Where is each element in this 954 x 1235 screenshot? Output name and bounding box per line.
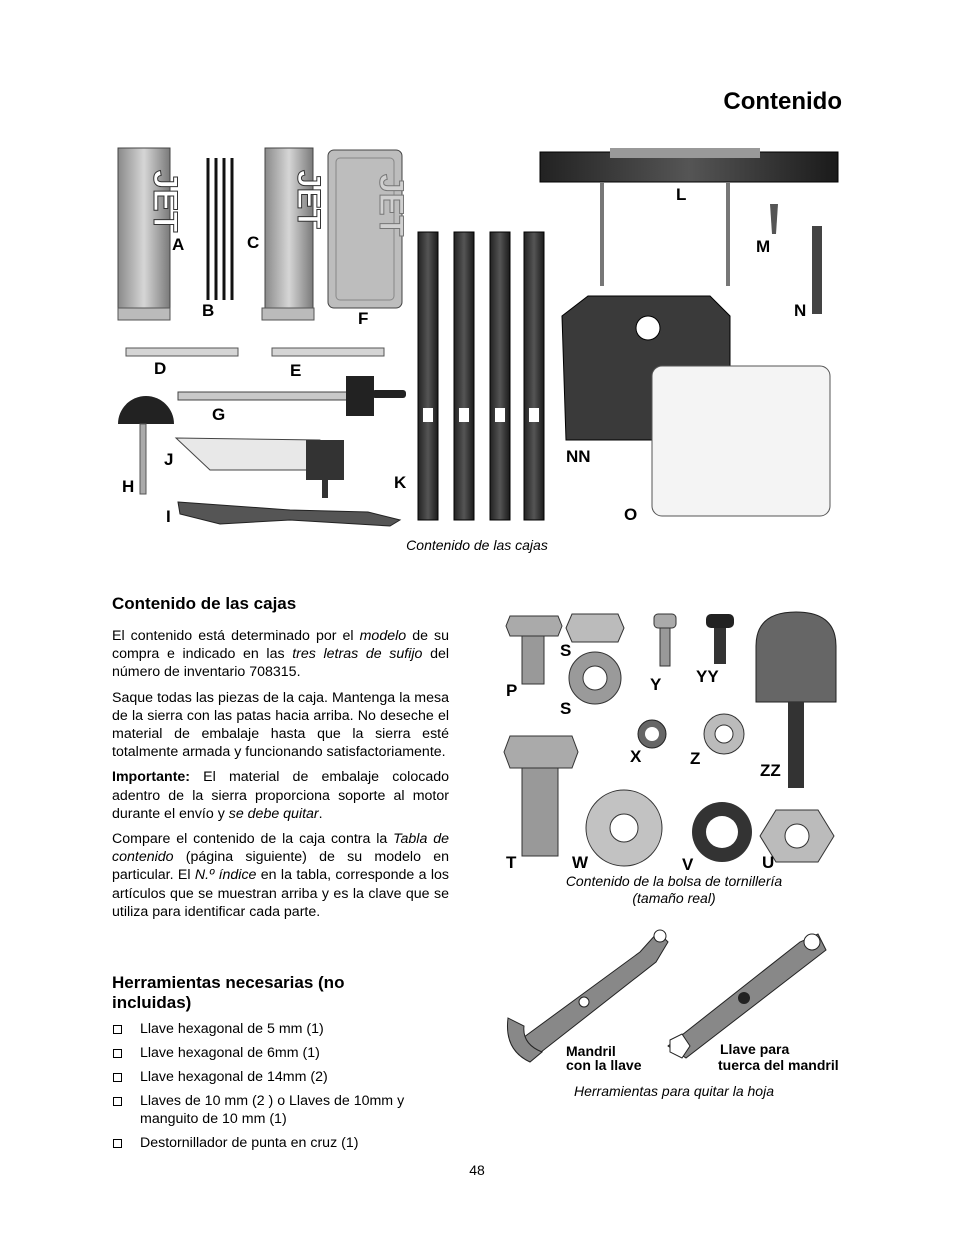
label-c: C [247,233,260,252]
part-c-panel [262,148,327,320]
label-u: U [762,853,775,872]
label-n: N [794,301,807,320]
wrench-label-left-2: con la llave [566,1057,642,1073]
hardware-figure-caption: Contenido de la bolsa de tornillería (tamaño real) [565,873,783,906]
jet-logo-f: JET [372,174,410,237]
page-title: Contenido [723,88,842,115]
contents-heading: Contenido de las cajas [112,594,297,613]
checkbox-bullet-icon [113,1097,122,1106]
label-g: G [212,405,226,424]
label-z: Z [690,749,701,768]
tools-list-item: Llave hexagonal de 5 mm (1) [112,1020,442,1038]
part-b-rods [208,158,232,300]
label-zz: ZZ [760,761,781,780]
part-i-riving-knife [178,502,400,526]
wrench-label-right-2: tuerca del mandril [718,1057,839,1073]
part-l-bracket [540,148,838,286]
label-p: P [506,681,518,700]
arbor-nut-wrench-icon [668,934,826,1058]
part-m-knob [770,204,778,234]
tools-list-item: Destornillador de punta en cruz (1) [112,1134,442,1152]
tools-list-item: Llave hexagonal de 14mm (2) [112,1068,442,1086]
label-l: L [676,185,687,204]
label-o: O [624,505,638,524]
contents-paragraph-1: El contenido está determinado por el modelo de su compra e indicado en las tres letras de sufijo del número de inventario 708315. [112,628,450,681]
label-a: A [172,235,185,254]
contents-paragraph-2: Saque todas las piezas de la caja. Mantenga la mesa de la sierra con las patas hacia arriba. No deseche el material de embalaje hasta que la sierra esté totalmente armada y funcionando satisfactoriamente. [112,689,449,761]
tools-list-item: Llave hexagonal de 6mm (1) [112,1044,442,1062]
label-m: M [756,237,771,256]
jet-logo-a: JET [146,170,184,233]
wrenches-photo [500,922,845,1078]
part-f-panel [328,150,410,308]
box-contents-photo [110,140,845,532]
hardware-bag-photo [500,606,845,874]
jet-logo-c: JET [291,170,327,229]
label-y: Y [650,675,662,694]
checkbox-bullet-icon [113,1025,122,1034]
label-j: J [164,450,174,469]
wrench-label-right-1: Llave para [720,1041,790,1057]
part-j-blade-guard [176,438,344,498]
label-x: X [630,747,642,766]
part-d-rail [126,348,238,356]
label-v: V [682,855,694,874]
part-o-tray [652,366,830,516]
label-s-1: S [560,641,572,660]
checkbox-bullet-icon [113,1139,122,1148]
label-h: H [122,477,135,496]
label-d: D [154,359,167,378]
label-yy: YY [696,667,719,686]
label-nn: NN [566,447,591,466]
wrench-label-left-1: Mandril [566,1043,616,1059]
page-number: 48 [469,1162,485,1178]
checkbox-bullet-icon [113,1073,122,1082]
label-b: B [202,301,215,320]
checkbox-bullet-icon [113,1049,122,1058]
tools-heading: Herramientas necesarias (no incluidas) [112,973,345,1012]
label-f: F [358,309,369,328]
main-figure-caption: Contenido de las cajas [406,537,548,553]
label-e: E [290,361,302,380]
label-s-2: S [560,699,572,718]
part-n-handle [812,226,822,314]
tools-list-item: Llaves de 10 mm (2 ) o Llaves de 10mm y manguito de 10 mm (1) [112,1092,442,1128]
contents-paragraph-4: Compare el contenido de la caja contra la Tabla de contenido (página siguiente) de su modelo en particular. El N.º índice en la tabla, corresponde a los artículos que se muestran arriba y es la clave que se utiliza para identificar cada parte. [112,831,450,920]
wrenches-figure-caption: Herramientas para quitar la hoja [574,1083,774,1099]
label-t: T [506,853,517,872]
part-a-panel [118,148,184,320]
label-i: I [166,507,171,526]
tools-list [112,1020,442,1158]
contents-body [112,627,449,928]
label-k: K [394,473,407,492]
part-k-legs [418,232,544,520]
part-e-rail [272,348,384,356]
contents-paragraph-3: Importante: El material de embalaje colocado adentro de la sierra proporciona soporte al motor durante el envío y se debe quitar. [112,769,449,822]
label-w: W [572,853,589,872]
